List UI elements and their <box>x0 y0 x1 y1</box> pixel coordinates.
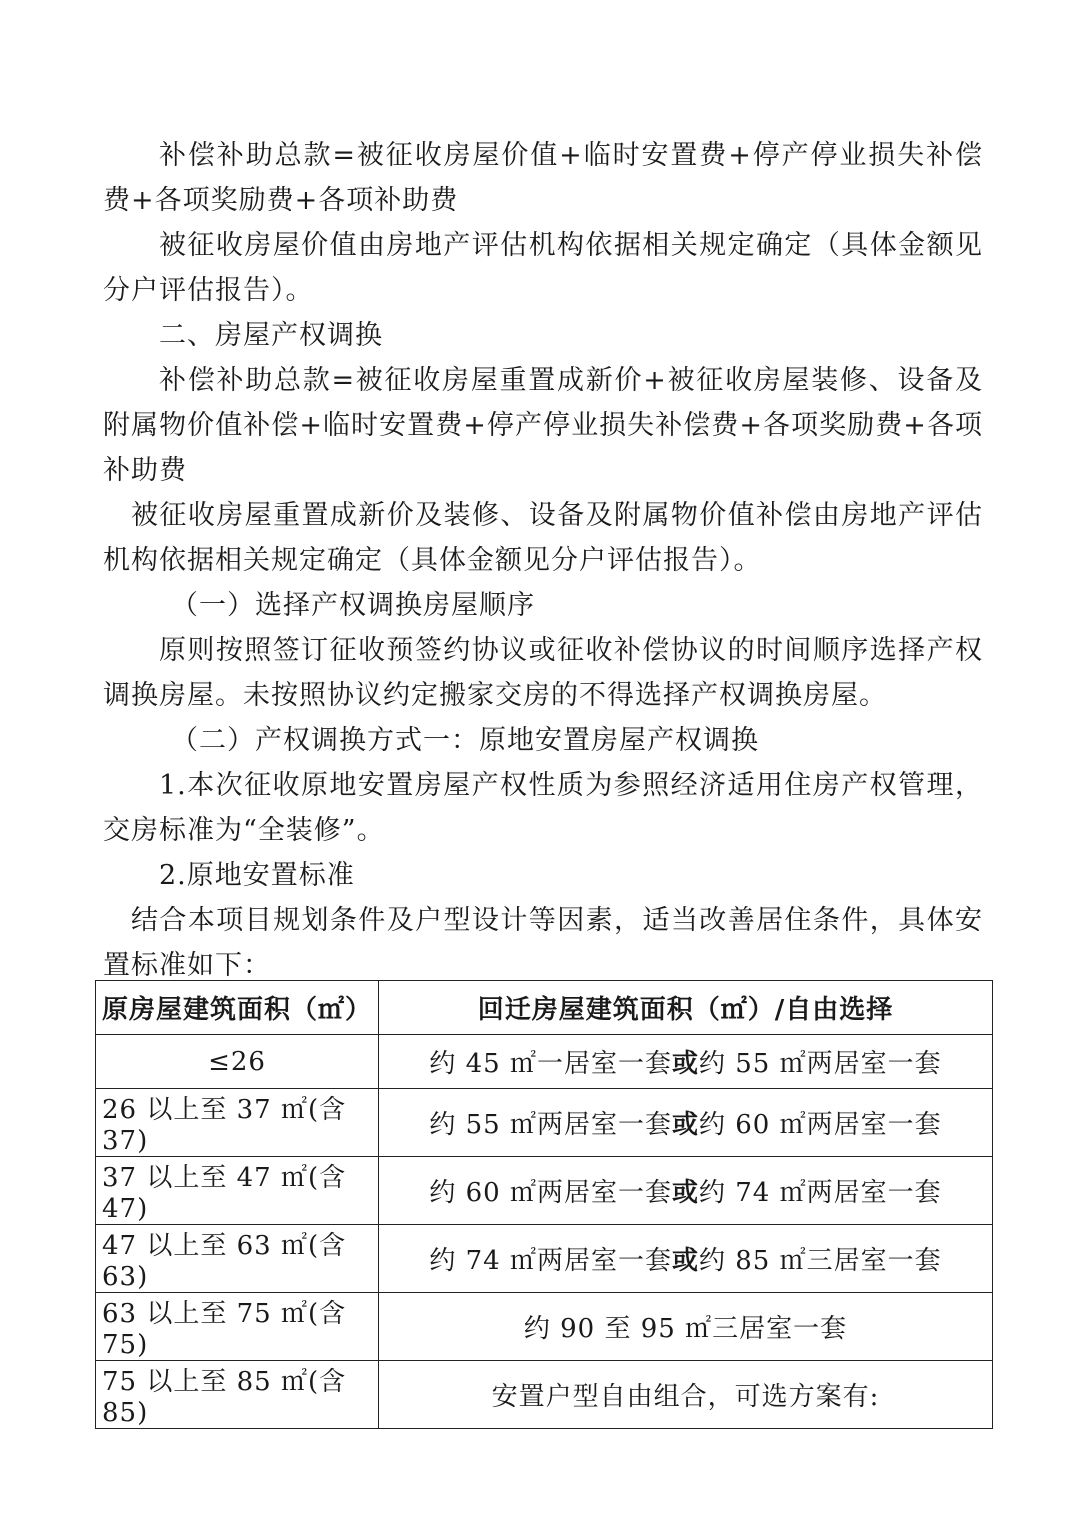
cell-original-area: 47 以上至 63 ㎡(含 63) <box>96 1225 379 1293</box>
cell-original-area: 37 以上至 47 ㎡(含 47) <box>96 1157 379 1225</box>
cell-original-area: 26 以上至 37 ㎡(含 37) <box>96 1089 379 1157</box>
table-row <box>96 1089 993 1157</box>
paragraph-selection-principle: 原则按照签订征收预签约协议或征收补偿协议的时间顺序选择产权调换房屋。未按照协议约定搬家交房的不得选择产权调换房屋。 <box>103 635 983 711</box>
subheading-exchange-method-one: （二）产权调换方式一：原地安置房屋产权调换 <box>171 725 759 756</box>
paragraph-total-compensation: 补偿补助总款=被征收房屋价值+临时安置费+停产停业损失补偿费+各项奖励费+各项补助费 <box>103 140 983 216</box>
cell-original-area: 63 以上至 75 ㎡(含 75) <box>96 1293 379 1361</box>
resettlement-standard-table <box>95 980 993 1429</box>
cell-return-option: 约 45 ㎡一居室一套或约 55 ㎡两居室一套 <box>379 1035 993 1089</box>
header-return-area: 回迁房屋建筑面积（㎡）/自由选择 <box>379 981 993 1035</box>
cell-return-option: 约 74 ㎡两居室一套或约 85 ㎡三居室一套 <box>379 1225 993 1293</box>
cell-return-option: 安置户型自由组合，可选方案有: <box>379 1361 993 1429</box>
table-row <box>96 1157 993 1225</box>
cell-original-area: ≤26 <box>96 1035 379 1089</box>
table-row <box>96 1035 993 1089</box>
cell-original-area: 75 以上至 85 ㎡(含 85) <box>96 1361 379 1429</box>
table-header-row <box>96 981 993 1035</box>
cell-return-option: 约 60 ㎡两居室一套或约 74 ㎡两居室一套 <box>379 1157 993 1225</box>
cell-return-option: 约 90 至 95 ㎡三居室一套 <box>379 1293 993 1361</box>
section-heading-property-exchange: 二、房屋产权调换 <box>159 320 383 351</box>
subheading-selection-order: （一）选择产权调换房屋顺序 <box>171 590 535 621</box>
table-row <box>96 1361 993 1429</box>
paragraph-property-nature: 1.本次征收原地安置房屋产权性质为参照经济适用住房产权管理，交房标准为“全装修”。 <box>103 770 983 846</box>
paragraph-standard-intro: 结合本项目规划条件及户型设计等因素，适当改善居住条件，具体安置标准如下： <box>103 905 983 981</box>
paragraph-house-value: 被征收房屋价值由房地产评估机构依据相关规定确定（具体金额见分户评估报告）。 <box>103 230 983 306</box>
paragraph-exchange-total: 补偿补助总款=被征收房屋重置成新价+被征收房屋装修、设备及附属物价值补偿+临时安置费+停产停业损失补偿费+各项奖励费+各项补助费 <box>103 365 983 486</box>
header-original-area: 原房屋建筑面积（㎡） <box>96 981 379 1035</box>
cell-return-option: 约 55 ㎡两居室一套或约 60 ㎡两居室一套 <box>379 1089 993 1157</box>
paragraph-replacement-value: 被征收房屋重置成新价及装修、设备及附属物价值补偿由房地产评估机构依据相关规定确定（具体金额见分户评估报告）。 <box>103 500 983 576</box>
table-row <box>96 1225 993 1293</box>
table-row <box>96 1293 993 1361</box>
body-text <box>103 133 983 988</box>
subheading-resettlement-standard: 2.原地安置标准 <box>159 860 355 891</box>
